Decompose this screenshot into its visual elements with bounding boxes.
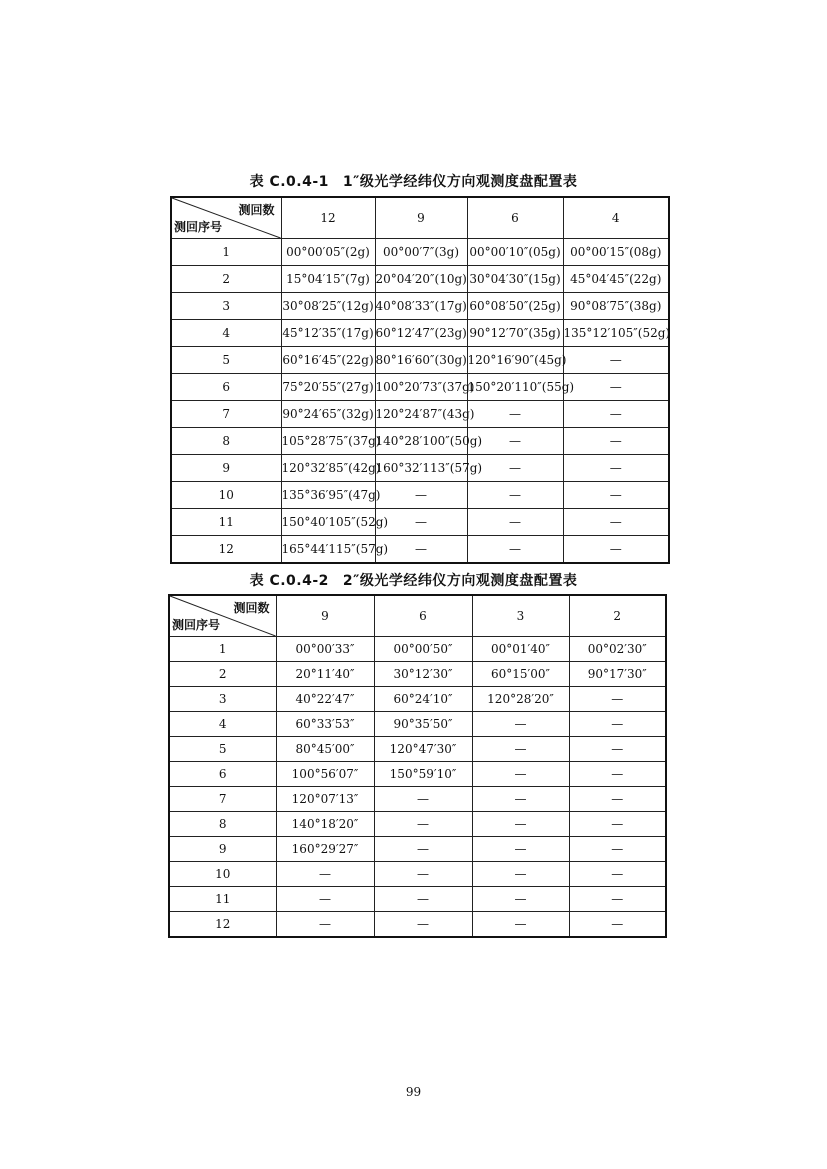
row-index-cell: 5 [171,347,281,374]
table-cell: 90°35′50″ [374,712,472,737]
table-cell: — [569,912,666,938]
table-cell: 80°45′00″ [276,737,374,762]
row-index-cell: 6 [171,374,281,401]
row-index-cell: 9 [169,837,276,862]
row-index-cell: 12 [169,912,276,938]
column-header: 9 [375,197,467,239]
table-cell: — [569,737,666,762]
table-cell: — [563,401,669,428]
table-cell: 80°16′60″(30g) [375,347,467,374]
table-cell: — [563,428,669,455]
table-row [171,239,669,266]
table-cell: — [374,862,472,887]
table-row [169,912,666,938]
table-cell: — [374,812,472,837]
table-row [169,837,666,862]
table-cell: 100°20′73″(37g) [375,374,467,401]
table-cell: 00°00′15″(08g) [563,239,669,266]
table-cell: 00°00′05″(2g) [281,239,375,266]
table-cell: 20°04′20″(10g) [375,266,467,293]
table-cell: — [563,536,669,564]
table-cell: — [472,737,569,762]
header-row [169,595,666,637]
column-header: 3 [472,595,569,637]
row-index-cell: 8 [169,812,276,837]
table-cell: 60°15′00″ [472,662,569,687]
column-header: 6 [374,595,472,637]
row-index-cell: 6 [169,762,276,787]
table-cell: — [569,812,666,837]
table-cell: 135°12′105″(52g) [563,320,669,347]
table-cell: — [467,482,563,509]
table-cell: 45°04′45″(22g) [563,266,669,293]
row-index-cell: 7 [171,401,281,428]
header-rounds-label: 测回数 [238,203,275,217]
table-row [169,787,666,812]
table-cell: 00°00′33″ [276,637,374,662]
table-row [171,428,669,455]
table-row [169,712,666,737]
table-cell: — [569,862,666,887]
table-row [171,320,669,347]
row-index-cell: 8 [171,428,281,455]
header-sequence-label: 测回序号 [174,220,223,234]
table-cell: 00°00′50″ [374,637,472,662]
row-index-cell: 5 [169,737,276,762]
table-cell: — [375,536,467,564]
table-cell: 00°00′10″(05g) [467,239,563,266]
table-cell: 45°12′35″(17g) [281,320,375,347]
table-cell: 60°33′53″ [276,712,374,737]
header-rounds-label: 测回数 [233,601,270,615]
column-header: 6 [467,197,563,239]
table-row [171,482,669,509]
table-cell: — [569,887,666,912]
table-cell: — [569,762,666,787]
table-cell: 00°01′40″ [472,637,569,662]
table-cell: — [472,862,569,887]
row-index-cell: 3 [171,293,281,320]
table-row [171,509,669,536]
table-1-caption [0,171,827,191]
table-cell: — [374,887,472,912]
table-cell: 120°24′87″(43g) [375,401,467,428]
table-cell: 150°59′10″ [374,762,472,787]
table-cell: 100°56′07″ [276,762,374,787]
table-row [171,347,669,374]
header-row [171,197,669,239]
table-cell: — [472,712,569,737]
table-2-caption-title: 2″级光学经纬仪方向观测度盘配置表 [342,573,578,589]
column-header: 2 [569,595,666,637]
row-index-cell: 4 [169,712,276,737]
table-cell: — [375,509,467,536]
table-cell: 75°20′55″(27g) [281,374,375,401]
table-cell: — [472,912,569,938]
row-index-cell: 1 [169,637,276,662]
row-index-cell: 10 [171,482,281,509]
table-cell: — [472,787,569,812]
table-cell: 15°04′15″(7g) [281,266,375,293]
table-cell: — [467,401,563,428]
table-cell: 90°08′75″(38g) [563,293,669,320]
table-1 [170,196,670,564]
table-cell: 120°16′90″(45g) [467,347,563,374]
row-index-cell: 7 [169,787,276,812]
table-cell: 120°47′30″ [374,737,472,762]
table-1-caption-id: 表 C.0.4-1 [249,174,329,190]
table-cell: — [472,762,569,787]
table-cell: — [467,455,563,482]
table-cell: — [569,787,666,812]
row-index-cell: 10 [169,862,276,887]
table-cell: 00°02′30″ [569,637,666,662]
table-cell: — [375,482,467,509]
table-cell: 90°12′70″(35g) [467,320,563,347]
table-row [171,455,669,482]
table-cell: 60°12′47″(23g) [375,320,467,347]
table-cell: — [276,912,374,938]
column-header: 12 [281,197,375,239]
row-index-cell: 11 [171,509,281,536]
table-row [169,862,666,887]
table-cell: 120°32′85″(42g) [281,455,375,482]
table-row [169,887,666,912]
column-header: 4 [563,197,669,239]
table-cell: 40°08′33″(17g) [375,293,467,320]
table-cell: — [276,887,374,912]
table-row [171,374,669,401]
table-cell: 40°22′47″ [276,687,374,712]
table-cell: 20°11′40″ [276,662,374,687]
table-row [171,293,669,320]
row-index-cell: 3 [169,687,276,712]
table-cell: — [563,374,669,401]
table-cell: 60°24′10″ [374,687,472,712]
row-index-cell: 1 [171,239,281,266]
table-cell: — [276,862,374,887]
table-row [169,637,666,662]
table-cell: 60°08′50″(25g) [467,293,563,320]
table-cell: — [563,455,669,482]
diagonal-header-cell [171,197,281,239]
table-cell: — [467,428,563,455]
table-row [169,737,666,762]
table-cell: — [467,509,563,536]
table-cell: 30°08′25″(12g) [281,293,375,320]
table-cell: — [563,482,669,509]
table-cell: — [374,787,472,812]
table-row [169,812,666,837]
table-cell: 120°28′20″ [472,687,569,712]
table-cell: — [374,837,472,862]
table-row [171,401,669,428]
table-cell: 140°18′20″ [276,812,374,837]
diagonal-header-cell [169,595,276,637]
table-cell: 135°36′95″(47g) [281,482,375,509]
table-cell: — [563,347,669,374]
table-cell: — [472,812,569,837]
table-cell: 120°07′13″ [276,787,374,812]
table-cell: — [569,712,666,737]
row-index-cell: 9 [171,455,281,482]
table-cell: — [472,887,569,912]
column-header: 9 [276,595,374,637]
header-sequence-label: 测回序号 [172,618,221,632]
table-2-caption-id: 表 C.0.4-2 [249,573,329,589]
row-index-cell: 2 [169,662,276,687]
table-cell: — [472,837,569,862]
table-cell: 140°28′100″(50g) [375,428,467,455]
row-index-cell: 2 [171,266,281,293]
table-cell: 150°40′105″(52g) [281,509,375,536]
page-number: 99 [405,1085,422,1099]
table-cell: — [467,536,563,564]
table-cell: 160°29′27″ [276,837,374,862]
table-cell: — [563,509,669,536]
table-cell: — [374,912,472,938]
table-row [171,266,669,293]
table-row [169,687,666,712]
table-2 [168,594,667,938]
table-cell: 160°32′113″(57g) [375,455,467,482]
row-index-cell: 11 [169,887,276,912]
table-cell: 90°17′30″ [569,662,666,687]
table-cell: 60°16′45″(22g) [281,347,375,374]
table-cell: 30°04′30″(15g) [467,266,563,293]
table-row [169,662,666,687]
table-cell: 150°20′110″(55g) [467,374,563,401]
table-cell: — [569,837,666,862]
table-cell: 30°12′30″ [374,662,472,687]
table-row [171,536,669,564]
table-row [169,762,666,787]
table-1-caption-title: 1″级光学经纬仪方向观测度盘配置表 [342,174,578,190]
row-index-cell: 4 [171,320,281,347]
table-2-caption [0,570,827,590]
table-cell: 90°24′65″(32g) [281,401,375,428]
row-index-cell: 12 [171,536,281,564]
table-cell: 165°44′115″(57g) [281,536,375,564]
table-cell: — [569,687,666,712]
table-cell: 105°28′75″(37g) [281,428,375,455]
table-cell: 00°00′7″(3g) [375,239,467,266]
